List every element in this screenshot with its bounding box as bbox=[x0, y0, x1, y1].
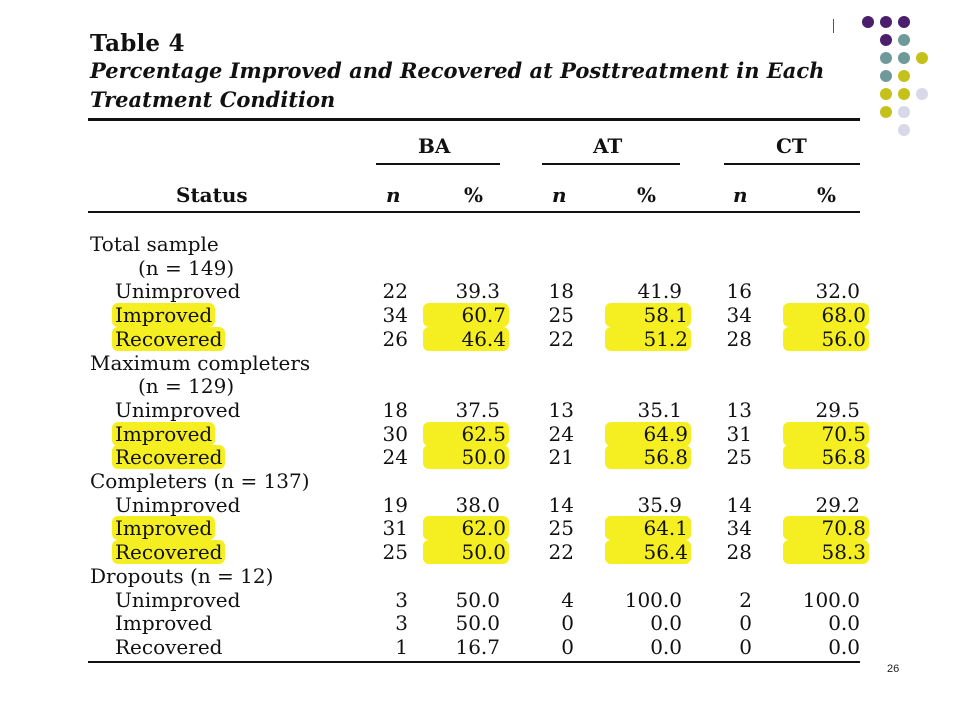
count-cell: 1 bbox=[395, 634, 408, 659]
percent-cell: 56.0 bbox=[783, 327, 869, 351]
count-cell: 24 bbox=[382, 445, 408, 470]
top-rule bbox=[88, 118, 860, 121]
percent-cell: 35.9 bbox=[637, 492, 682, 517]
count-cell: 14 bbox=[548, 492, 574, 517]
col-header-ct-pct: % bbox=[817, 183, 837, 207]
row-label: Improved bbox=[112, 516, 215, 540]
percent-cell: 29.5 bbox=[815, 397, 860, 422]
row-label: Unimproved bbox=[115, 397, 241, 422]
count-cell: 28 bbox=[726, 540, 752, 565]
group-label-ba: BA bbox=[418, 134, 451, 158]
percent-cell: 58.1 bbox=[605, 303, 691, 327]
decoration-dot bbox=[880, 34, 892, 46]
col-header-at-pct: % bbox=[637, 183, 657, 207]
decoration-dot bbox=[880, 52, 892, 64]
row-label: Unimproved bbox=[115, 492, 241, 517]
percent-cell: 70.5 bbox=[783, 422, 869, 446]
count-cell: 26 bbox=[382, 326, 408, 351]
percent-cell: 58.3 bbox=[783, 540, 869, 564]
row-label: Recovered bbox=[115, 634, 223, 659]
decoration-dot bbox=[898, 52, 910, 64]
table-title: Table 4 bbox=[90, 30, 185, 57]
row-label: Improved bbox=[115, 611, 213, 636]
decoration-dot bbox=[880, 16, 892, 28]
count-cell: 25 bbox=[382, 540, 408, 565]
count-cell: 30 bbox=[382, 421, 408, 446]
section-heading: Maximum completers bbox=[90, 350, 311, 375]
slide-divider-line bbox=[833, 19, 834, 33]
count-cell: 31 bbox=[382, 516, 408, 541]
count-cell: 4 bbox=[561, 587, 574, 612]
decoration-dot bbox=[880, 106, 892, 118]
percent-cell: 100.0 bbox=[624, 587, 682, 612]
count-cell: 21 bbox=[548, 445, 574, 470]
percent-cell: 50.0 bbox=[455, 587, 500, 612]
table-caption-line-1: Percentage Improved and Recovered at Posttreatment in Each bbox=[90, 58, 825, 83]
count-cell: 0 bbox=[561, 611, 574, 636]
percent-cell: 46.4 bbox=[423, 327, 509, 351]
count-cell: 25 bbox=[548, 303, 574, 328]
table-caption bbox=[90, 56, 850, 114]
percent-cell: 38.0 bbox=[455, 492, 500, 517]
count-cell: 22 bbox=[548, 326, 574, 351]
percent-cell: 50.0 bbox=[423, 540, 509, 564]
group-rule-ba bbox=[376, 163, 500, 165]
percent-cell: 0.0 bbox=[828, 611, 860, 636]
percent-cell: 41.9 bbox=[637, 279, 682, 304]
count-cell: 19 bbox=[382, 492, 408, 517]
percent-cell: 62.0 bbox=[423, 516, 509, 540]
percent-cell: 0.0 bbox=[650, 611, 682, 636]
count-cell: 3 bbox=[395, 587, 408, 612]
col-header-ba-pct: % bbox=[464, 183, 484, 207]
decoration-dot bbox=[898, 106, 910, 118]
row-label: Recovered bbox=[112, 540, 225, 564]
count-cell: 28 bbox=[726, 326, 752, 351]
count-cell: 34 bbox=[726, 303, 752, 328]
count-cell: 0 bbox=[739, 611, 752, 636]
table-caption-line-2: Treatment Condition bbox=[90, 87, 336, 112]
percent-cell: 100.0 bbox=[802, 587, 860, 612]
count-cell: 22 bbox=[548, 540, 574, 565]
count-cell: 0 bbox=[561, 634, 574, 659]
percent-cell: 70.8 bbox=[783, 516, 869, 540]
row-label: Improved bbox=[112, 422, 215, 446]
percent-cell: 68.0 bbox=[783, 303, 869, 327]
percent-cell: 51.2 bbox=[605, 327, 691, 351]
col-header-ba-n: n bbox=[386, 183, 401, 207]
count-cell: 25 bbox=[726, 445, 752, 470]
status-header: Status bbox=[176, 183, 248, 207]
percent-cell: 50.0 bbox=[423, 445, 509, 469]
percent-cell: 37.5 bbox=[455, 397, 500, 422]
col-header-at-n: n bbox=[552, 183, 567, 207]
section-subheading: (n = 149) bbox=[138, 255, 235, 280]
percent-cell: 16.7 bbox=[455, 634, 500, 659]
count-cell: 14 bbox=[726, 492, 752, 517]
percent-cell: 0.0 bbox=[650, 634, 682, 659]
section-heading: Completers (n = 137) bbox=[90, 469, 310, 493]
group-rule-ct bbox=[724, 163, 860, 165]
percent-cell: 62.5 bbox=[423, 422, 509, 446]
count-cell: 2 bbox=[739, 587, 752, 612]
col-header-ct-n: n bbox=[733, 183, 748, 207]
count-cell: 34 bbox=[726, 516, 752, 541]
count-cell: 18 bbox=[548, 279, 574, 304]
decoration-dot bbox=[880, 88, 892, 100]
bottom-rule bbox=[88, 661, 860, 663]
section-heading: Dropouts (n = 12) bbox=[90, 563, 274, 588]
count-cell: 34 bbox=[382, 303, 408, 328]
group-label-ct: CT bbox=[776, 134, 807, 158]
group-rule-at bbox=[542, 163, 680, 165]
count-cell: 31 bbox=[726, 421, 752, 446]
decoration-dot bbox=[916, 52, 928, 64]
count-cell: 24 bbox=[548, 421, 574, 446]
percent-cell: 39.3 bbox=[455, 279, 500, 304]
percent-cell: 60.7 bbox=[423, 303, 509, 327]
percent-cell: 56.8 bbox=[605, 445, 691, 469]
percent-cell: 64.1 bbox=[605, 516, 691, 540]
percent-cell: 32.0 bbox=[815, 279, 860, 304]
count-cell: 0 bbox=[739, 634, 752, 659]
row-label: Unimproved bbox=[115, 587, 241, 612]
decoration-dot bbox=[880, 70, 892, 82]
section-subheading: (n = 129) bbox=[138, 374, 235, 399]
percent-cell: 64.9 bbox=[605, 422, 691, 446]
header-rule bbox=[88, 211, 860, 213]
decoration-dot bbox=[898, 70, 910, 82]
decoration-dot bbox=[862, 16, 874, 28]
row-label: Unimproved bbox=[115, 279, 241, 304]
count-cell: 25 bbox=[548, 516, 574, 541]
percent-cell: 56.8 bbox=[783, 445, 869, 469]
decoration-dot bbox=[898, 124, 910, 136]
row-label: Improved bbox=[112, 303, 215, 327]
count-cell: 13 bbox=[726, 397, 752, 422]
page-number: 26 bbox=[887, 663, 900, 675]
count-cell: 3 bbox=[395, 611, 408, 636]
count-cell: 13 bbox=[548, 397, 574, 422]
count-cell: 16 bbox=[726, 279, 752, 304]
row-label: Recovered bbox=[112, 445, 225, 469]
section-heading: Total sample bbox=[90, 232, 219, 256]
percent-cell: 35.1 bbox=[637, 397, 682, 422]
decoration-dot bbox=[898, 16, 910, 28]
count-cell: 18 bbox=[382, 397, 408, 422]
group-label-at: AT bbox=[593, 134, 623, 158]
row-label: Recovered bbox=[112, 327, 225, 351]
count-cell: 22 bbox=[382, 279, 408, 304]
percent-cell: 56.4 bbox=[605, 540, 691, 564]
decoration-dot bbox=[898, 88, 910, 100]
percent-cell: 0.0 bbox=[828, 634, 860, 659]
percent-cell: 50.0 bbox=[455, 611, 500, 636]
decoration-dot bbox=[916, 88, 928, 100]
percent-cell: 29.2 bbox=[815, 492, 860, 517]
decoration-dot bbox=[898, 34, 910, 46]
